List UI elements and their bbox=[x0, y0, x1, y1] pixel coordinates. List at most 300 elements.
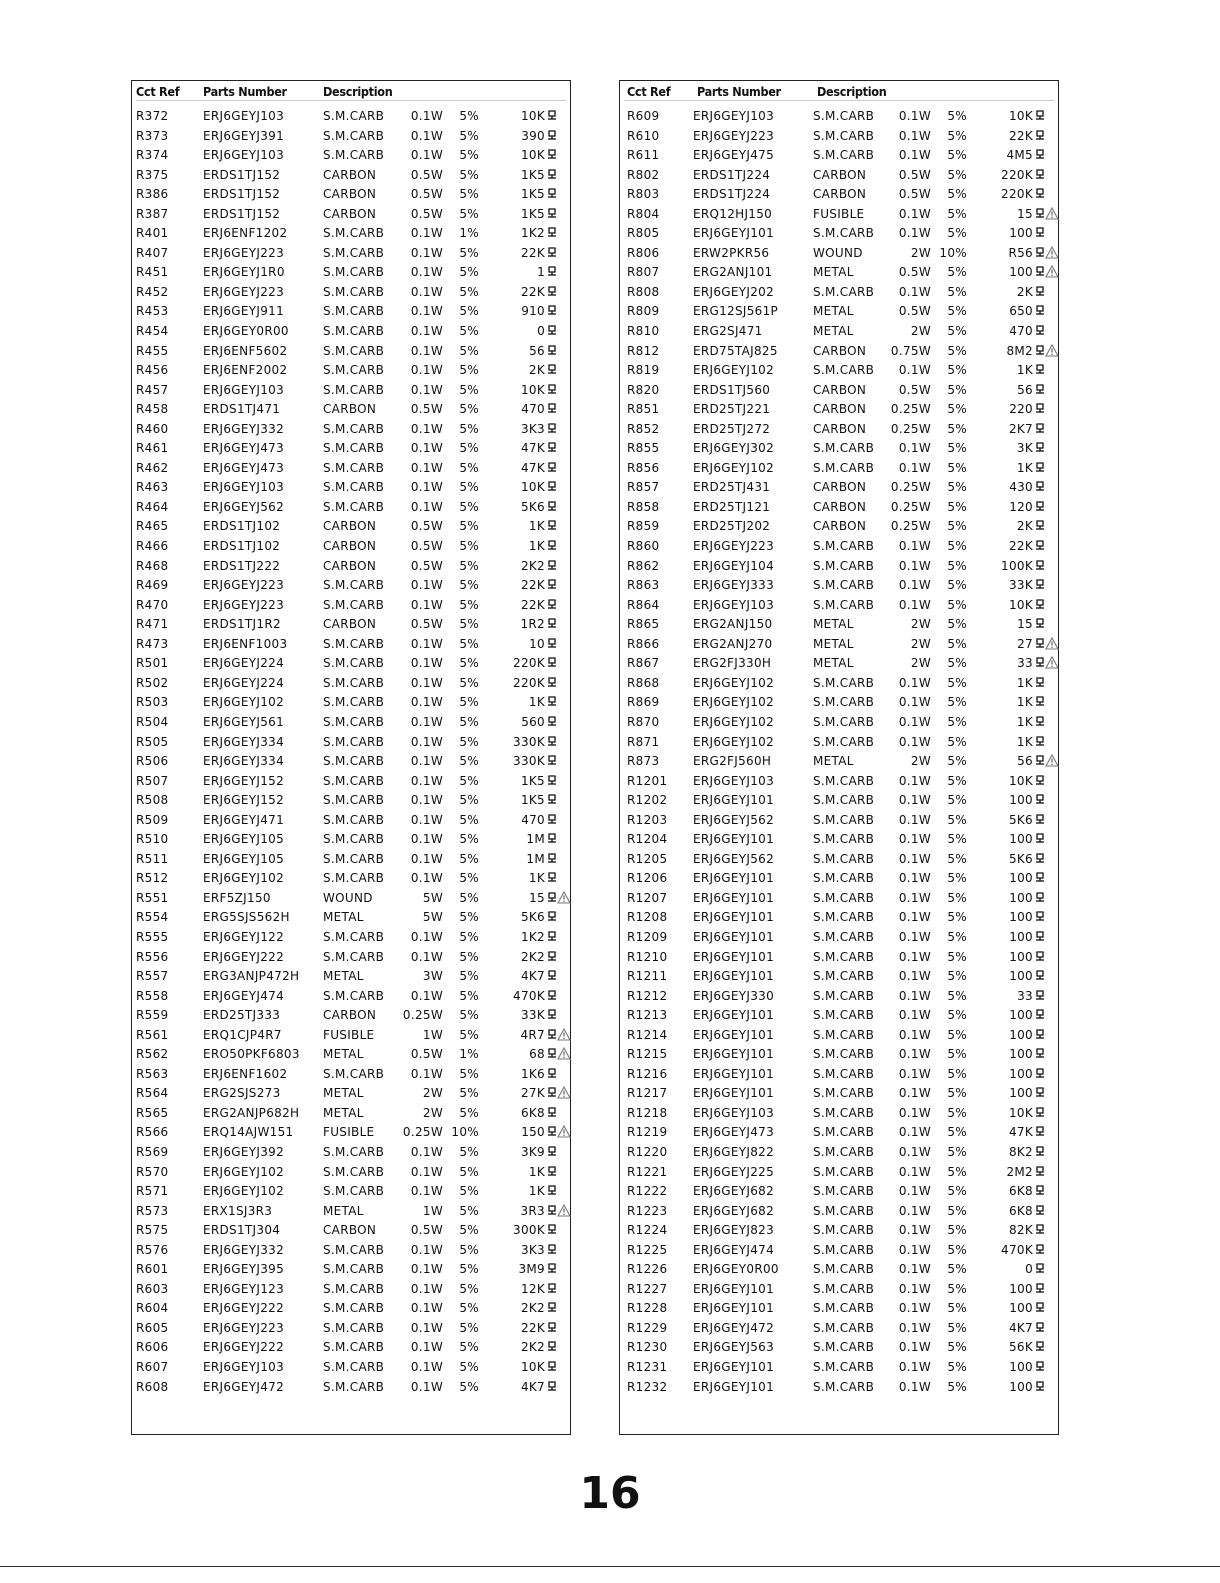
part-number: ERJ6GEYJ223 bbox=[203, 578, 285, 593]
table-row bbox=[132, 362, 570, 382]
safety-mark-icon bbox=[1035, 324, 1045, 334]
safety-mark-icon bbox=[547, 578, 557, 588]
safety-mark-icon bbox=[547, 676, 557, 686]
cct-ref: R866 bbox=[627, 636, 660, 651]
warning-triangle-icon bbox=[1045, 637, 1059, 650]
description: METAL bbox=[323, 910, 364, 925]
wattage: 2W bbox=[422, 1086, 443, 1101]
cct-ref: R465 bbox=[136, 519, 169, 534]
part-number: ERJ6GEYJ105 bbox=[203, 851, 285, 866]
table-row bbox=[132, 479, 570, 499]
part-number: ERJ6GEYJ474 bbox=[203, 988, 285, 1003]
tolerance: 5% bbox=[459, 832, 479, 847]
value: 100 bbox=[1009, 910, 1033, 925]
table-row bbox=[132, 1203, 570, 1223]
safety-mark-icon bbox=[547, 226, 557, 236]
safety-mark-icon bbox=[1035, 441, 1045, 451]
part-number: ERJ6GEYJ224 bbox=[203, 675, 285, 690]
header-cct-ref: Cct Ref bbox=[627, 84, 671, 99]
table-body bbox=[620, 108, 1058, 1398]
part-number: ERDS1TJ152 bbox=[203, 206, 281, 221]
description: S.M.CARB bbox=[323, 363, 385, 378]
table-row bbox=[132, 460, 570, 480]
tolerance: 5% bbox=[459, 304, 479, 319]
cct-ref: R871 bbox=[627, 734, 660, 749]
cct-ref: R865 bbox=[627, 617, 660, 632]
table-row bbox=[132, 929, 570, 949]
wattage: 0.5W bbox=[410, 1047, 443, 1062]
table-row bbox=[132, 949, 570, 969]
wattage: 0.1W bbox=[410, 441, 443, 456]
cct-ref: R510 bbox=[136, 832, 169, 847]
tolerance: 5% bbox=[947, 460, 967, 475]
wattage: 0.1W bbox=[898, 460, 931, 475]
tolerance: 5% bbox=[947, 1125, 967, 1140]
cct-ref: R457 bbox=[136, 382, 169, 397]
part-number: ERJ6GEYJ102 bbox=[203, 695, 285, 710]
tolerance: 5% bbox=[459, 1105, 479, 1120]
value: 470K bbox=[1001, 1242, 1033, 1257]
value: 5K6 bbox=[520, 499, 545, 514]
wattage: 0.25W bbox=[890, 480, 931, 495]
cct-ref: R372 bbox=[136, 109, 169, 123]
safety-mark-icon bbox=[547, 910, 557, 920]
value: 1K bbox=[528, 519, 545, 534]
part-number: ERG2ANJ101 bbox=[693, 265, 773, 280]
cct-ref: R462 bbox=[136, 460, 169, 475]
tolerance: 5% bbox=[947, 1184, 967, 1199]
value: 15 bbox=[1017, 206, 1033, 221]
tolerance: 5% bbox=[947, 499, 967, 514]
table-row bbox=[620, 890, 1058, 910]
part-number: ERD25TJ333 bbox=[203, 1008, 281, 1023]
description: CARBON bbox=[323, 206, 377, 221]
wattage: 0.1W bbox=[898, 1360, 931, 1374]
table-row bbox=[620, 401, 1058, 421]
tolerance: 5% bbox=[947, 871, 967, 886]
value: 4K7 bbox=[520, 969, 545, 984]
value: 10K bbox=[1008, 773, 1033, 788]
cct-ref: R868 bbox=[627, 675, 660, 690]
tolerance: 5% bbox=[947, 402, 967, 417]
tolerance: 5% bbox=[459, 265, 479, 280]
cct-ref: R1210 bbox=[627, 949, 668, 964]
cct-ref: R858 bbox=[627, 499, 660, 514]
part-number: ERJ6GEYJ101 bbox=[693, 793, 775, 808]
value: 5K6 bbox=[1008, 851, 1033, 866]
value: 100K bbox=[1001, 558, 1033, 573]
value: 1K bbox=[1016, 363, 1033, 378]
safety-mark-icon bbox=[1035, 598, 1045, 608]
safety-mark-icon bbox=[547, 168, 557, 178]
description: S.M.CARB bbox=[813, 949, 875, 964]
wattage: 0.1W bbox=[898, 1144, 931, 1159]
table-row bbox=[620, 949, 1058, 969]
safety-mark-icon bbox=[547, 187, 557, 197]
part-number: ERJ6GEYJ682 bbox=[693, 1184, 775, 1199]
description: S.M.CARB bbox=[813, 363, 875, 378]
table-row bbox=[132, 147, 570, 167]
description: S.M.CARB bbox=[323, 871, 385, 886]
description: CARBON bbox=[323, 558, 377, 573]
part-number: ERG2SJ471 bbox=[693, 324, 763, 339]
safety-mark-icon bbox=[1035, 1184, 1045, 1194]
part-number: ERJ6GEY0R00 bbox=[693, 1262, 779, 1277]
tolerance: 5% bbox=[947, 1105, 967, 1120]
tolerance: 5% bbox=[459, 578, 479, 593]
description: S.M.CARB bbox=[813, 1125, 875, 1140]
table-row bbox=[620, 1300, 1058, 1320]
value: 22K bbox=[1008, 539, 1033, 554]
tolerance: 5% bbox=[459, 324, 479, 339]
wattage: 0.1W bbox=[410, 929, 443, 944]
part-number: ERDS1TJ222 bbox=[203, 558, 281, 573]
description: S.M.CARB bbox=[323, 656, 385, 671]
cct-ref: R501 bbox=[136, 656, 169, 671]
cct-ref: R603 bbox=[136, 1281, 169, 1296]
cct-ref: R812 bbox=[627, 343, 660, 358]
safety-mark-icon bbox=[1035, 617, 1045, 627]
tolerance: 5% bbox=[459, 1066, 479, 1081]
tolerance: 5% bbox=[947, 519, 967, 534]
value: 3K3 bbox=[520, 1242, 545, 1257]
description: CARBON bbox=[813, 402, 867, 417]
value: 2M2 bbox=[1006, 1164, 1033, 1179]
cct-ref: R451 bbox=[136, 265, 169, 280]
part-number: ERJ6GEYJ823 bbox=[693, 1223, 775, 1238]
tolerance: 5% bbox=[947, 1027, 967, 1042]
value: 150 bbox=[521, 1125, 545, 1140]
safety-mark-icon bbox=[1035, 1125, 1045, 1135]
cct-ref: R470 bbox=[136, 597, 169, 612]
description: CARBON bbox=[813, 343, 867, 358]
part-number: ERDS1TJ224 bbox=[693, 167, 771, 182]
description: S.M.CARB bbox=[323, 1320, 385, 1335]
wattage: 0.1W bbox=[898, 734, 931, 749]
table-row bbox=[620, 1359, 1058, 1379]
safety-mark-icon bbox=[547, 480, 557, 490]
value: 100 bbox=[1009, 1066, 1033, 1081]
safety-mark-icon bbox=[1035, 129, 1045, 139]
value: 1K bbox=[1016, 734, 1033, 749]
wattage: 0.5W bbox=[898, 187, 931, 202]
value: 910 bbox=[521, 304, 545, 319]
cct-ref: R610 bbox=[627, 128, 660, 143]
part-number: ERG2ANJP682H bbox=[203, 1105, 300, 1120]
part-number: ERJ6GEYJ103 bbox=[203, 148, 285, 163]
tolerance: 5% bbox=[947, 910, 967, 925]
tolerance: 5% bbox=[459, 714, 479, 729]
safety-mark-icon bbox=[1035, 676, 1045, 686]
tolerance: 5% bbox=[947, 929, 967, 944]
warning-triangle-icon bbox=[557, 1086, 571, 1099]
value: 3K9 bbox=[520, 1144, 545, 1159]
cct-ref: R463 bbox=[136, 480, 169, 495]
part-number: ERO50PKF6803 bbox=[203, 1047, 300, 1062]
safety-mark-icon bbox=[547, 519, 557, 529]
tolerance: 5% bbox=[459, 363, 479, 378]
tolerance: 5% bbox=[947, 656, 967, 671]
value: 4M5 bbox=[1006, 148, 1033, 163]
wattage: 0.1W bbox=[410, 578, 443, 593]
part-number: ERX1SJ3R3 bbox=[203, 1203, 273, 1218]
description: S.M.CARB bbox=[323, 109, 385, 123]
header-parts-number: Parts Number bbox=[697, 84, 781, 99]
wattage: 2W bbox=[910, 617, 931, 632]
tolerance: 5% bbox=[947, 636, 967, 651]
table-row bbox=[132, 616, 570, 636]
part-number: ERJ6GEYJ102 bbox=[693, 675, 775, 690]
description: S.M.CARB bbox=[813, 1242, 875, 1257]
tolerance: 5% bbox=[459, 558, 479, 573]
description: S.M.CARB bbox=[813, 1066, 875, 1081]
description: CARBON bbox=[323, 539, 377, 554]
tolerance: 5% bbox=[459, 890, 479, 905]
safety-mark-icon bbox=[547, 1067, 557, 1077]
table-row bbox=[620, 518, 1058, 538]
table-row bbox=[620, 167, 1058, 187]
safety-mark-icon bbox=[547, 793, 557, 803]
safety-mark-icon bbox=[547, 1243, 557, 1253]
table-row bbox=[132, 284, 570, 304]
cct-ref: R452 bbox=[136, 284, 169, 299]
tolerance: 5% bbox=[947, 734, 967, 749]
description: S.M.CARB bbox=[813, 109, 875, 123]
description: S.M.CARB bbox=[323, 128, 385, 143]
table-row bbox=[132, 1359, 570, 1379]
cct-ref: R1216 bbox=[627, 1066, 668, 1081]
value: 100 bbox=[1009, 969, 1033, 984]
tolerance: 5% bbox=[947, 597, 967, 612]
cct-ref: R1229 bbox=[627, 1320, 668, 1335]
value: 2K2 bbox=[520, 949, 545, 964]
tolerance: 5% bbox=[947, 167, 967, 182]
value: 10K bbox=[1008, 1105, 1033, 1120]
wattage: 0.1W bbox=[410, 148, 443, 163]
cct-ref: R502 bbox=[136, 675, 169, 690]
safety-mark-icon bbox=[1035, 422, 1045, 432]
wattage: 0.1W bbox=[898, 910, 931, 925]
tolerance: 5% bbox=[459, 1164, 479, 1179]
cct-ref: R575 bbox=[136, 1223, 169, 1238]
value: 82K bbox=[1008, 1223, 1033, 1238]
tolerance: 5% bbox=[947, 1242, 967, 1257]
table-row bbox=[620, 128, 1058, 148]
description: S.M.CARB bbox=[323, 1340, 385, 1355]
safety-mark-icon bbox=[547, 1262, 557, 1272]
part-number: ERJ6GEYJ102 bbox=[203, 1164, 285, 1179]
cct-ref: R573 bbox=[136, 1203, 169, 1218]
wattage: 0.1W bbox=[898, 1047, 931, 1062]
wattage: 0.25W bbox=[890, 402, 931, 417]
cct-ref: R860 bbox=[627, 539, 660, 554]
tolerance: 5% bbox=[947, 363, 967, 378]
wattage: 0.1W bbox=[898, 226, 931, 241]
table-row bbox=[132, 890, 570, 910]
part-number: ERG3ANJP472H bbox=[203, 969, 300, 984]
tolerance: 5% bbox=[947, 1320, 967, 1335]
cct-ref: R606 bbox=[136, 1340, 169, 1355]
value: 430 bbox=[1009, 480, 1033, 495]
part-number: ERJ6GEYJ561 bbox=[203, 714, 285, 729]
table-row bbox=[620, 460, 1058, 480]
tolerance: 5% bbox=[947, 1281, 967, 1296]
value: 5K6 bbox=[1008, 812, 1033, 827]
safety-mark-icon bbox=[1035, 539, 1045, 549]
table-row bbox=[620, 1261, 1058, 1281]
wattage: 0.5W bbox=[898, 167, 931, 182]
safety-mark-icon bbox=[547, 832, 557, 842]
cct-ref: R464 bbox=[136, 499, 169, 514]
table-row bbox=[620, 1320, 1058, 1340]
table-row bbox=[132, 1281, 570, 1301]
safety-mark-icon bbox=[1035, 187, 1045, 197]
value: 1M bbox=[526, 851, 545, 866]
part-number: ERJ6GEYJ102 bbox=[693, 734, 775, 749]
part-number: ERJ6GEYJ333 bbox=[693, 578, 775, 593]
value: 1K bbox=[528, 1184, 545, 1199]
safety-mark-icon bbox=[1035, 109, 1045, 119]
cct-ref: R556 bbox=[136, 949, 169, 964]
table-row bbox=[620, 147, 1058, 167]
wattage: 0.5W bbox=[410, 206, 443, 221]
wattage: 0.1W bbox=[410, 421, 443, 436]
safety-mark-icon bbox=[1035, 168, 1045, 178]
wattage: 0.1W bbox=[898, 1242, 931, 1257]
part-number: ERD75TAJ825 bbox=[693, 343, 778, 358]
safety-mark-icon bbox=[547, 813, 557, 823]
tolerance: 5% bbox=[947, 949, 967, 964]
table-row bbox=[132, 1085, 570, 1105]
table-row bbox=[620, 655, 1058, 675]
wattage: 0.1W bbox=[410, 1164, 443, 1179]
description: METAL bbox=[813, 754, 854, 769]
wattage: 0.1W bbox=[410, 714, 443, 729]
safety-mark-icon bbox=[547, 1223, 557, 1233]
cct-ref: R856 bbox=[627, 460, 660, 475]
part-number: ERJ6GEYJ152 bbox=[203, 793, 285, 808]
description: S.M.CARB bbox=[323, 714, 385, 729]
tolerance: 5% bbox=[947, 1360, 967, 1374]
wattage: 0.1W bbox=[898, 1340, 931, 1355]
cct-ref: R863 bbox=[627, 578, 660, 593]
wattage: 0.1W bbox=[410, 1320, 443, 1335]
wattage: 0.5W bbox=[410, 167, 443, 182]
wattage: 5W bbox=[422, 910, 443, 925]
value: 33 bbox=[1017, 656, 1033, 671]
value: R56 bbox=[1008, 245, 1033, 260]
safety-mark-icon bbox=[547, 989, 557, 999]
wattage: 0.1W bbox=[898, 109, 931, 123]
part-number: ERJ6GEYJ101 bbox=[693, 1301, 775, 1316]
tolerance: 5% bbox=[947, 714, 967, 729]
description: CARBON bbox=[813, 519, 867, 534]
cct-ref: R1214 bbox=[627, 1027, 668, 1042]
cct-ref: R808 bbox=[627, 284, 660, 299]
value: 100 bbox=[1009, 265, 1033, 280]
value: 1K5 bbox=[520, 773, 545, 788]
cct-ref: R571 bbox=[136, 1184, 169, 1199]
wattage: 1W bbox=[422, 1027, 443, 1042]
description: S.M.CARB bbox=[323, 480, 385, 495]
cct-ref: R807 bbox=[627, 265, 660, 280]
cct-ref: R857 bbox=[627, 480, 660, 495]
wattage: 0.1W bbox=[410, 343, 443, 358]
cct-ref: R1202 bbox=[627, 793, 668, 808]
description: S.M.CARB bbox=[813, 128, 875, 143]
tolerance: 5% bbox=[947, 1223, 967, 1238]
tolerance: 5% bbox=[947, 1262, 967, 1277]
value: 100 bbox=[1009, 1047, 1033, 1062]
safety-mark-icon bbox=[547, 1047, 557, 1057]
safety-mark-icon bbox=[547, 539, 557, 549]
wattage: 0.1W bbox=[898, 1223, 931, 1238]
description: CARBON bbox=[323, 1008, 377, 1023]
tolerance: 5% bbox=[947, 793, 967, 808]
warning-triangle-icon bbox=[1045, 754, 1059, 767]
wattage: 0.25W bbox=[402, 1008, 443, 1023]
value: 1K6 bbox=[520, 1066, 545, 1081]
safety-mark-icon bbox=[547, 265, 557, 275]
safety-mark-icon bbox=[1035, 1067, 1045, 1077]
table-row bbox=[620, 499, 1058, 519]
tolerance: 5% bbox=[459, 675, 479, 690]
safety-mark-icon bbox=[547, 1184, 557, 1194]
cct-ref: R471 bbox=[136, 617, 169, 632]
wattage: 1W bbox=[422, 1203, 443, 1218]
value: 47K bbox=[1008, 1125, 1033, 1140]
value: 300K bbox=[513, 1223, 545, 1238]
table-row bbox=[132, 909, 570, 929]
wattage: 5W bbox=[422, 890, 443, 905]
wattage: 0.25W bbox=[890, 499, 931, 514]
tolerance: 5% bbox=[947, 1340, 967, 1355]
part-number: ERJ6ENF1003 bbox=[203, 636, 288, 651]
safety-mark-icon bbox=[1035, 695, 1045, 705]
value: 220K bbox=[1001, 187, 1033, 202]
tolerance: 5% bbox=[459, 284, 479, 299]
part-number: ERJ6GEYJ101 bbox=[693, 969, 775, 984]
description: S.M.CARB bbox=[813, 558, 875, 573]
safety-mark-icon bbox=[1035, 226, 1045, 236]
part-number: ERJ6GEYJ391 bbox=[203, 128, 285, 143]
wattage: 0.1W bbox=[410, 480, 443, 495]
header-parts-number: Parts Number bbox=[203, 84, 287, 99]
wattage: 0.1W bbox=[898, 148, 931, 163]
part-number: ERJ6GEYJ682 bbox=[693, 1203, 775, 1218]
table-row bbox=[620, 773, 1058, 793]
cct-ref: R554 bbox=[136, 910, 169, 925]
cct-ref: R1232 bbox=[627, 1379, 668, 1394]
table-header bbox=[132, 81, 570, 101]
tolerance: 5% bbox=[947, 1066, 967, 1081]
safety-mark-icon bbox=[1035, 285, 1045, 295]
description: S.M.CARB bbox=[323, 284, 385, 299]
wattage: 0.5W bbox=[410, 558, 443, 573]
tolerance: 5% bbox=[947, 851, 967, 866]
description: METAL bbox=[813, 324, 854, 339]
part-number: ERDS1TJ560 bbox=[693, 382, 771, 397]
table-row bbox=[620, 1164, 1058, 1184]
description: S.M.CARB bbox=[813, 597, 875, 612]
safety-mark-icon bbox=[1035, 1028, 1045, 1038]
table-row bbox=[620, 577, 1058, 597]
part-number: ERJ6GEYJ103 bbox=[693, 109, 775, 123]
description: FUSIBLE bbox=[813, 206, 865, 221]
wattage: 0.1W bbox=[898, 832, 931, 847]
description: S.M.CARB bbox=[323, 421, 385, 436]
table-row bbox=[132, 323, 570, 343]
